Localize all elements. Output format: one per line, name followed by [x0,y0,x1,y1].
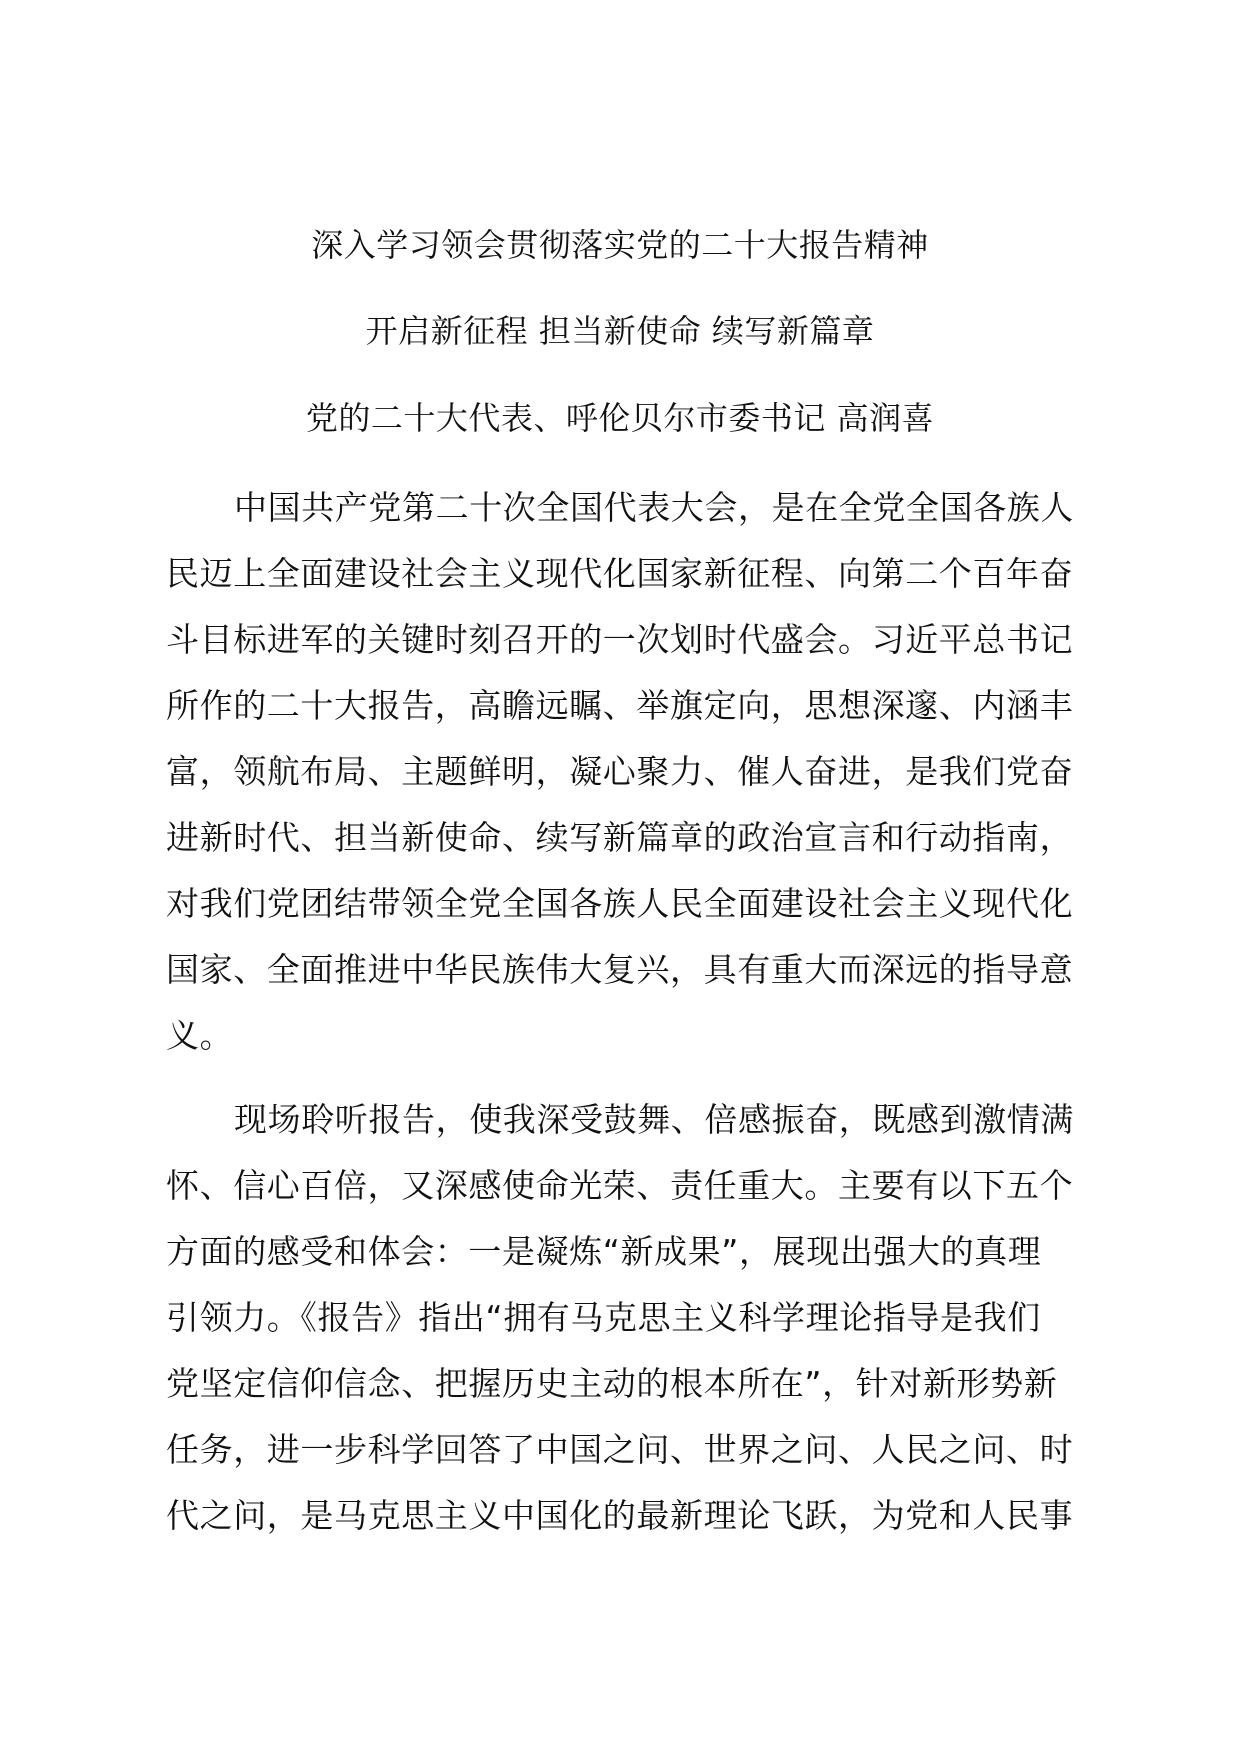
document-author: 党的二十大代表、呼伦贝尔市委书记 高润喜 [305,399,935,437]
document-subtitle: 开启新征程 担当新使命 续写新篇章 [365,312,875,350]
paragraph-line: 民迈上全面建设社会主义现代化国家新征程、向第二个百年奋 [166,554,1074,593]
paragraph-line: 怀、信心百倍，又深感使命光荣、责任重大。主要有以下五个 [166,1166,1074,1205]
paragraph-line: 对我们党团结带领全党全国各族人民全面建设社会主义现代化 [166,884,1074,923]
paragraph-line: 义。 [166,1016,234,1055]
paragraph-line: 现场聆听报告，使我深受鼓舞、倍感振奋，既感到激情满 [234,1100,1074,1139]
paragraph-line: 方面的感受和体会：一是凝炼“新成果”，展现出强大的真理 [166,1232,1042,1271]
paragraph-line: 党坚定信仰信念、把握历史主动的根本所在”，针对新形势新 [166,1364,1058,1403]
document-title: 深入学习领会贯彻落实党的二十大报告精神 [311,226,929,264]
body-paragraph-2 [166,1087,1078,1549]
paragraph-line: 代之问，是马克思主义中国化的最新理论飞跃，为党和人民事 [166,1496,1074,1535]
paragraph-line: 任务，进一步科学回答了中国之问、世界之问、人民之问、时 [166,1430,1074,1469]
paragraph-line: 斗目标进军的关键时刻召开的一次划时代盛会。习近平总书记 [166,620,1074,659]
paragraph-line: 富，领航布局、主题鲜明，凝心聚力、催人奋进，是我们党奋 [166,752,1074,791]
paragraph-line: 进新时代、担当新使命、续写新篇章的政治宣言和行动指南， [166,818,1074,857]
body-paragraph-1 [166,475,1078,1069]
paragraph-line: 引领力。《报告》指出“拥有马克思主义科学理论指导是我们 [166,1298,1041,1337]
paragraph-line: 所作的二十大报告，高瞻远瞩、举旗定向，思想深邃、内涵丰 [166,686,1074,725]
paragraph-line: 中国共产党第二十次全国代表大会，是在全党全国各族人 [234,488,1074,527]
paragraph-line: 国家、全面推进中华民族伟大复兴，具有重大而深远的指导意 [166,950,1074,989]
